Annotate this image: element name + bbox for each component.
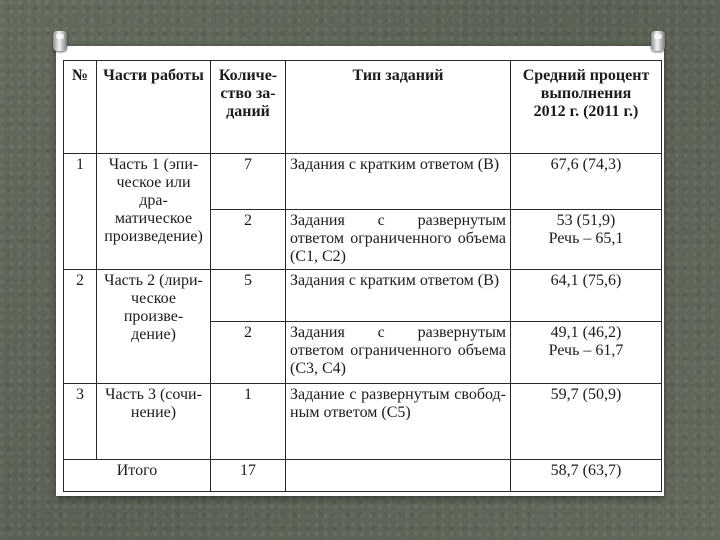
row-result: 64,1 (75,6)	[511, 270, 662, 322]
total-count: 17	[211, 460, 286, 492]
row-count: 1	[211, 384, 286, 460]
row-result: 59,7 (50,9)	[511, 384, 662, 460]
table-header-row	[64, 61, 662, 154]
row-count: 5	[211, 270, 286, 322]
row-count: 7	[211, 154, 286, 210]
row-number: 3	[64, 384, 97, 460]
header-number: №	[64, 61, 97, 154]
table-row	[64, 384, 662, 460]
row-type: Задания с кратким ответом (В)	[286, 270, 511, 322]
row-part: Часть 2 (лири- ческое произве- дение)	[97, 270, 211, 384]
row-part: Часть 3 (сочи- нение)	[97, 384, 211, 460]
table-row	[64, 154, 662, 210]
row-number: 1	[64, 154, 97, 270]
row-type: Задания с развернутым ответом ограниченного объема (С1, С2)	[286, 210, 511, 270]
table-row	[64, 270, 662, 322]
row-type: Задания с кратким ответом (В)	[286, 154, 511, 210]
row-part: Часть 1 (эпи- ческое или дра- матическое произведение)	[97, 154, 211, 270]
total-type	[286, 460, 511, 492]
total-result: 58,7 (63,7)	[511, 460, 662, 492]
table-total-row	[64, 460, 662, 492]
pin-icon	[53, 31, 67, 51]
row-count: 2	[211, 322, 286, 384]
row-count: 2	[211, 210, 286, 270]
header-percent: Средний процент выполнения 2012 г. (2011 г.)	[511, 61, 662, 154]
header-count: Количе- ство за- даний	[211, 61, 286, 154]
header-parts: Части работы	[97, 61, 211, 154]
header-type: Тип заданий	[286, 61, 511, 154]
row-type: Задания с развернутым ответом ограниченного объема (С3, С4)	[286, 322, 511, 384]
row-result: 53 (51,9) Речь – 65,1	[511, 210, 662, 270]
total-label: Итого	[64, 460, 211, 492]
row-result: 49,1 (46,2) Речь – 61,7	[511, 322, 662, 384]
pin-icon	[651, 31, 665, 51]
results-table	[63, 60, 662, 492]
row-result: 67,6 (74,3)	[511, 154, 662, 210]
row-type: Задание с развернутым свобод-ным ответом (С5)	[286, 384, 511, 460]
row-number: 2	[64, 270, 97, 384]
